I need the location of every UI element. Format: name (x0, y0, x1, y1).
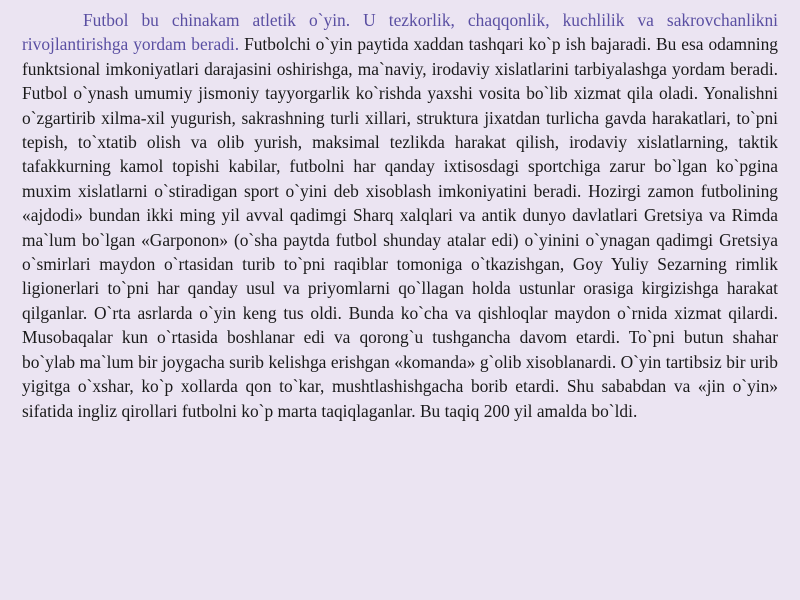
paragraph-lead-text: Futbol bu chinakam atletik o`yin. U tezkorlik, chaqqonlik, kuchlilik va sakrovchanlikni rivojlantirishga yordam beradi. (22, 10, 778, 55)
paragraph-body-text: Futbolchi o`yin paytida xaddan tashqari ko`p ish bajaradi. Bu esa odamning funktsional imkoniyatlari darajasini oshirishga, ma`naviy, irodaviy xislatlarini tarbiyalashga yordam beradi. Futbol o`ynash umumiy jismoniy tayyorgarlik ko`rishda yaxshi vosita bo`lib xizmat qila oladi. Yonalishni o`zgartirib xilma-xil yugurish, sakrashning turli xillari, struktura jixatdan turlicha gavda harakatlari, to`pni tepish, to`xtatib olish va olib yurish, maksimal tezlikda harakat qilish, irodaviy xislatlarning, taktik tafakkurning kamol topishi kabilar, futbolni har qanday ixtisosdagi sportchiga zarur bo`lgan ko`pgina muxim xislatlarni o`stiradigan sport o`yini deb xisoblash imkoniyatini beradi. Hozirgi zamon futbolining «ajdodi» bundan ikki ming yil avval qadimgi Sharq xalqlari va antik dunyo davlatlari Gretsiya va Rimda ma`lum bo`lgan «Garponon» (o`sha paytda futbol shunday atalar edi) o`yinini o`ynagan qadimgi Gretsiya o`smirlari maydon o`rtasidan turib to`pni raqiblar tomoniga o`tkazishgan, Goy Yuliy Sezarning rimlik ligionerlari to`pni har qanday usul va priyomlarni qo`llagan holda ustunlar orasiga kirgizishga harakat qilganlar. O`rta asrlarda o`yin keng tus oldi. Bunda ko`cha va qishloqlar maydon o`rnida xizmat qilardi. Musobaqalar kun o`rtasida boshlanar edi va qorong`u tushgancha davom etardi. To`pni butun shahar bo`ylab ma`lum bir joygacha surib kelishga erishgan «komanda» g`olib xisoblanardi. O`yin tartibsiz bir urib yigitga o`xshar, ko`p xollarda qon to`kar, mushtlashishgacha borib etardi. Shu sababdan va «jin o`yin» sifatida ingliz qirollari futbolni ko`p marta taqiqlaganlar. Bu taqiq 200 yil amalda bo`ldi. (22, 34, 779, 421)
main-paragraph (22, 8, 778, 423)
